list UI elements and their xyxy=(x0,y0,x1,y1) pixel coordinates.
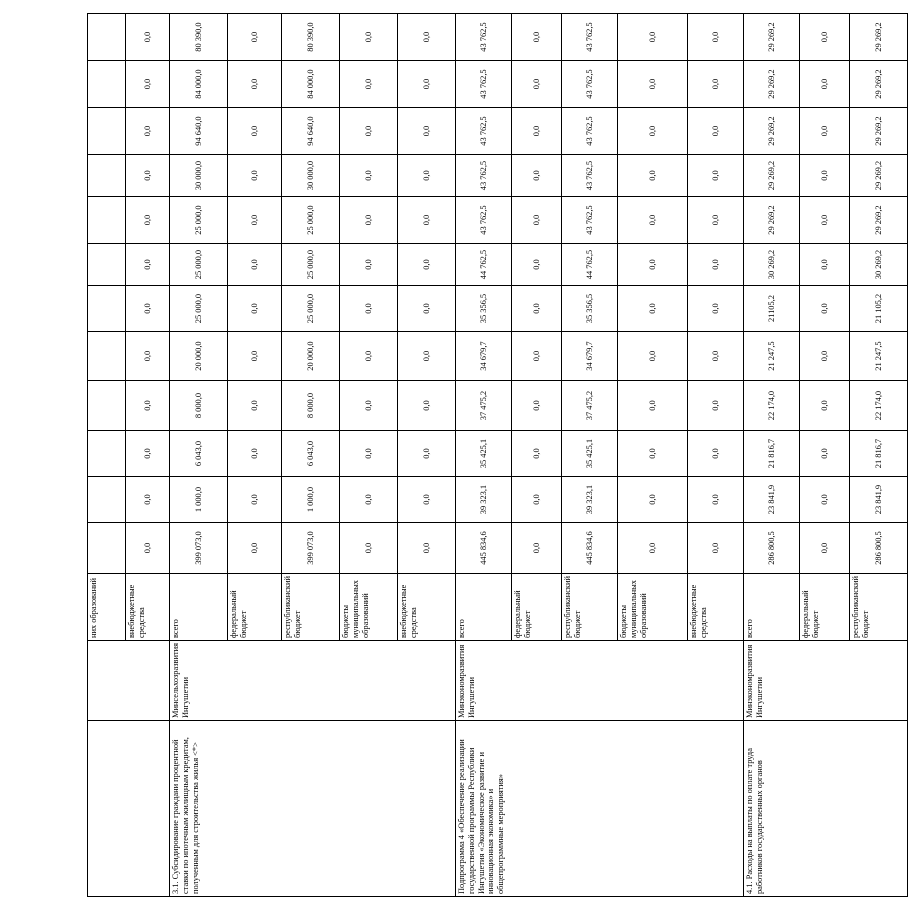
value-cell: 25 000,0 xyxy=(282,244,340,286)
funding-source-cell: республиканский бюджет xyxy=(850,574,908,641)
program-name-cell: 4.1. Расходы на выплаты по оплате труда работников государственных органов xyxy=(744,721,908,897)
value-cell: 0,0 xyxy=(340,155,398,197)
value-cell: 0,0 xyxy=(398,381,456,431)
value-cell: 29 269,2 xyxy=(744,197,800,244)
value-cell: 25 000,0 xyxy=(282,286,340,332)
value-cell: 43 762,5 xyxy=(562,197,618,244)
value-cell: 25 000,0 xyxy=(170,197,228,244)
funding-source-cell: федеральный бюджет xyxy=(228,574,282,641)
value-cell: 0,0 xyxy=(618,155,688,197)
value-cell: 0,0 xyxy=(512,381,562,431)
value-cell: 0,0 xyxy=(688,523,744,574)
value-cell: 34 679,7 xyxy=(456,332,512,381)
value-cell: 0,0 xyxy=(512,431,562,477)
value-cell: 0,0 xyxy=(618,332,688,381)
value-cell: 23 841,9 xyxy=(850,477,908,523)
value-cell: 0,0 xyxy=(126,244,170,286)
program-name-cell: 3.1. Субсидирование граждани процентной ставки по ипотечным жилищным кредитам, полученным для строительства жилья <*> xyxy=(170,721,456,897)
value-cell: 25 000,0 xyxy=(170,286,228,332)
value-cell: 0,0 xyxy=(800,108,850,155)
value-cell xyxy=(88,108,126,155)
value-cell: 37 475,2 xyxy=(562,381,618,431)
value-cell: 0,0 xyxy=(340,286,398,332)
value-cell: 445 834,6 xyxy=(456,523,512,574)
value-cell: 0,0 xyxy=(398,14,456,61)
value-cell: 43 762,5 xyxy=(456,61,512,108)
value-cell: 0,0 xyxy=(512,332,562,381)
value-cell: 0,0 xyxy=(340,332,398,381)
value-cell: 0,0 xyxy=(800,523,850,574)
value-cell: 0,0 xyxy=(800,286,850,332)
value-cell: 0,0 xyxy=(512,14,562,61)
value-cell: 0,0 xyxy=(618,477,688,523)
value-cell: 0,0 xyxy=(228,14,282,61)
value-cell: 0,0 xyxy=(398,61,456,108)
value-cell: 29 269,2 xyxy=(744,14,800,61)
value-cell: 35 356,5 xyxy=(562,286,618,332)
value-cell: 0,0 xyxy=(688,244,744,286)
value-cell: 43 762,5 xyxy=(562,61,618,108)
value-cell: 0,0 xyxy=(340,108,398,155)
value-cell: 23 841,9 xyxy=(744,477,800,523)
value-cell: 0,0 xyxy=(228,431,282,477)
value-cell: 30 269,2 xyxy=(850,244,908,286)
value-cell: 44 762,5 xyxy=(456,244,512,286)
value-cell: 35 425,1 xyxy=(456,431,512,477)
value-cell: 0,0 xyxy=(126,108,170,155)
value-cell: 0,0 xyxy=(800,61,850,108)
value-cell: 35 356,5 xyxy=(456,286,512,332)
funding-source-cell: внебюджетные средства xyxy=(398,574,456,641)
value-cell: 43 762,5 xyxy=(456,197,512,244)
value-cell: 0,0 xyxy=(618,523,688,574)
value-cell: 8 000,0 xyxy=(282,381,340,431)
value-cell: 0,0 xyxy=(398,332,456,381)
value-cell: 0,0 xyxy=(618,286,688,332)
value-cell: 0,0 xyxy=(688,381,744,431)
value-cell: 20 000,0 xyxy=(170,332,228,381)
value-cell: 0,0 xyxy=(618,108,688,155)
value-cell: 94 640,0 xyxy=(170,108,228,155)
funding-source-cell: федеральный бюджет xyxy=(800,574,850,641)
value-cell xyxy=(88,381,126,431)
value-cell: 0,0 xyxy=(800,381,850,431)
value-cell: 0,0 xyxy=(688,61,744,108)
funding-source-cell: всего xyxy=(170,574,228,641)
value-cell xyxy=(88,244,126,286)
value-cell: 94 640,0 xyxy=(282,108,340,155)
funding-source-cell: внебюджетные средства xyxy=(126,574,170,641)
value-cell: 84 000,0 xyxy=(282,61,340,108)
value-cell: 22 174,0 xyxy=(744,381,800,431)
value-cell xyxy=(88,61,126,108)
value-cell xyxy=(88,155,126,197)
value-cell: 0,0 xyxy=(618,431,688,477)
value-cell: 21 247,5 xyxy=(850,332,908,381)
value-cell: 20 000,0 xyxy=(282,332,340,381)
value-cell: 43 762,5 xyxy=(456,155,512,197)
value-cell: 0,0 xyxy=(398,155,456,197)
value-cell: 21 816,7 xyxy=(850,431,908,477)
value-cell: 0,0 xyxy=(228,244,282,286)
value-cell: 29 269,2 xyxy=(744,61,800,108)
value-cell: 29 269,2 xyxy=(850,61,908,108)
value-cell: 0,0 xyxy=(398,286,456,332)
value-cell: 0,0 xyxy=(228,523,282,574)
value-cell: 1 000,0 xyxy=(170,477,228,523)
value-cell xyxy=(88,431,126,477)
value-cell: 43 762,5 xyxy=(562,108,618,155)
value-cell: 0,0 xyxy=(228,332,282,381)
value-cell: 25 000,0 xyxy=(282,197,340,244)
value-cell: 445 834,6 xyxy=(562,523,618,574)
value-cell: 0,0 xyxy=(618,197,688,244)
value-cell: 0,0 xyxy=(126,61,170,108)
executor-cell: Минэкономразвития Ингушетии xyxy=(744,641,908,721)
value-cell: 0,0 xyxy=(398,108,456,155)
funding-source-cell: республиканский бюджет xyxy=(562,574,618,641)
value-cell: 0,0 xyxy=(512,523,562,574)
value-cell: 0,0 xyxy=(688,431,744,477)
value-cell: 0,0 xyxy=(228,108,282,155)
value-cell: 29 269,2 xyxy=(850,197,908,244)
value-cell: 1 000,0 xyxy=(282,477,340,523)
value-cell: 0,0 xyxy=(398,197,456,244)
value-cell: 0,0 xyxy=(618,14,688,61)
value-cell: 0,0 xyxy=(340,381,398,431)
value-cell: 0,0 xyxy=(398,523,456,574)
executor-cell: Минэкономразвития Ингушетии xyxy=(456,641,744,721)
value-cell: 84 000,0 xyxy=(170,61,228,108)
value-cell: 0,0 xyxy=(126,332,170,381)
value-cell xyxy=(88,477,126,523)
value-cell xyxy=(88,14,126,61)
value-cell: 0,0 xyxy=(512,61,562,108)
value-cell: 29 269,2 xyxy=(744,155,800,197)
value-cell: 29 269,2 xyxy=(850,14,908,61)
value-cell: 0,0 xyxy=(512,197,562,244)
value-cell: 39 323,1 xyxy=(562,477,618,523)
value-cell: 43 762,5 xyxy=(562,155,618,197)
executor-cell xyxy=(88,641,170,721)
value-cell: 6 043,0 xyxy=(170,431,228,477)
value-cell: 34 679,7 xyxy=(562,332,618,381)
value-cell: 0,0 xyxy=(800,155,850,197)
value-cell: 0,0 xyxy=(618,61,688,108)
value-cell: 29 269,2 xyxy=(850,108,908,155)
value-cell: 21 816,7 xyxy=(744,431,800,477)
value-cell: 0,0 xyxy=(126,197,170,244)
value-cell: 21 105,2 xyxy=(850,286,908,332)
value-cell: 30 269,2 xyxy=(744,244,800,286)
value-cell: 0,0 xyxy=(800,477,850,523)
value-cell: 0,0 xyxy=(618,381,688,431)
value-cell: 0,0 xyxy=(512,477,562,523)
value-cell: 0,0 xyxy=(512,155,562,197)
value-cell: 37 475,2 xyxy=(456,381,512,431)
value-cell: 0,0 xyxy=(340,477,398,523)
value-cell: 80 390,0 xyxy=(170,14,228,61)
value-cell: 0,0 xyxy=(398,244,456,286)
value-cell: 0,0 xyxy=(688,477,744,523)
value-cell: 0,0 xyxy=(800,244,850,286)
value-cell: 0,0 xyxy=(800,14,850,61)
program-name-cell: Подпрограмма 4 «Обеспечение реализации государственной программы Республики Ингушетия «Экономическое развитие и инновационная экономика» и общепрограммные мероприятия» xyxy=(456,721,744,897)
value-cell: 0,0 xyxy=(688,332,744,381)
value-cell: 0,0 xyxy=(126,155,170,197)
value-cell: 8 000,0 xyxy=(170,381,228,431)
table-row xyxy=(456,14,512,897)
value-cell: 0,0 xyxy=(512,286,562,332)
value-cell: 0,0 xyxy=(126,286,170,332)
value-cell: 0,0 xyxy=(228,155,282,197)
table-row xyxy=(744,14,800,897)
value-cell: 0,0 xyxy=(512,244,562,286)
value-cell: 0,0 xyxy=(688,286,744,332)
value-cell xyxy=(88,197,126,244)
value-cell: 43 762,5 xyxy=(562,14,618,61)
value-cell: 0,0 xyxy=(800,431,850,477)
value-cell: 0,0 xyxy=(398,477,456,523)
funding-source-cell: внебюджетные средства xyxy=(688,574,744,641)
funding-source-cell: бюджеты муниципальных образований xyxy=(618,574,688,641)
value-cell: 0,0 xyxy=(688,197,744,244)
value-cell xyxy=(88,332,126,381)
value-cell: 0,0 xyxy=(228,61,282,108)
value-cell: 29 269,2 xyxy=(850,155,908,197)
value-cell: 0,0 xyxy=(618,244,688,286)
value-cell: 0,0 xyxy=(228,286,282,332)
value-cell: 0,0 xyxy=(126,523,170,574)
value-cell: 0,0 xyxy=(800,332,850,381)
value-cell: 0,0 xyxy=(228,197,282,244)
value-cell: 0,0 xyxy=(126,14,170,61)
value-cell: 0,0 xyxy=(398,431,456,477)
funding-source-cell: всего xyxy=(744,574,800,641)
value-cell: 29 269,2 xyxy=(744,108,800,155)
value-cell: 21105,2 xyxy=(744,286,800,332)
value-cell: 0,0 xyxy=(800,197,850,244)
value-cell: 0,0 xyxy=(688,108,744,155)
value-cell: 0,0 xyxy=(126,431,170,477)
value-cell: 0,0 xyxy=(512,108,562,155)
funding-source-cell: бюджеты муниципальных образований xyxy=(340,574,398,641)
value-cell: 43 762,5 xyxy=(456,14,512,61)
value-cell: 0,0 xyxy=(340,244,398,286)
value-cell: 0,0 xyxy=(340,14,398,61)
value-cell: 0,0 xyxy=(340,61,398,108)
value-cell: 286 800,5 xyxy=(850,523,908,574)
value-cell: 43 762,5 xyxy=(456,108,512,155)
value-cell: 39 323,1 xyxy=(456,477,512,523)
value-cell: 6 043,0 xyxy=(282,431,340,477)
value-cell: 0,0 xyxy=(340,431,398,477)
value-cell xyxy=(88,523,126,574)
value-cell: 399 073,0 xyxy=(282,523,340,574)
value-cell: 22 174,0 xyxy=(850,381,908,431)
value-cell: 0,0 xyxy=(340,523,398,574)
value-cell: 35 425,1 xyxy=(562,431,618,477)
value-cell: 25 000,0 xyxy=(170,244,228,286)
name-cell xyxy=(88,721,170,897)
table-row xyxy=(88,14,126,897)
budget-table xyxy=(87,13,908,897)
value-cell: 0,0 xyxy=(126,381,170,431)
value-cell: 21 247,5 xyxy=(744,332,800,381)
value-cell: 399 073,0 xyxy=(170,523,228,574)
value-cell: 0,0 xyxy=(340,197,398,244)
executor-cell: Минсельхозразвития Ингушетии xyxy=(170,641,456,721)
value-cell: 30 000,0 xyxy=(170,155,228,197)
value-cell: 0,0 xyxy=(126,477,170,523)
funding-source-cell: всего xyxy=(456,574,512,641)
funding-source-cell: них образований xyxy=(88,574,126,641)
value-cell: 0,0 xyxy=(228,381,282,431)
table-row xyxy=(170,14,228,897)
value-cell: 80 390,0 xyxy=(282,14,340,61)
value-cell xyxy=(88,286,126,332)
funding-source-cell: республиканский бюджет xyxy=(282,574,340,641)
value-cell: 286 800,5 xyxy=(744,523,800,574)
value-cell: 0,0 xyxy=(688,155,744,197)
funding-source-cell: федеральный бюджет xyxy=(512,574,562,641)
value-cell: 0,0 xyxy=(688,14,744,61)
value-cell: 44 762,5 xyxy=(562,244,618,286)
value-cell: 0,0 xyxy=(228,477,282,523)
value-cell: 30 000,0 xyxy=(282,155,340,197)
